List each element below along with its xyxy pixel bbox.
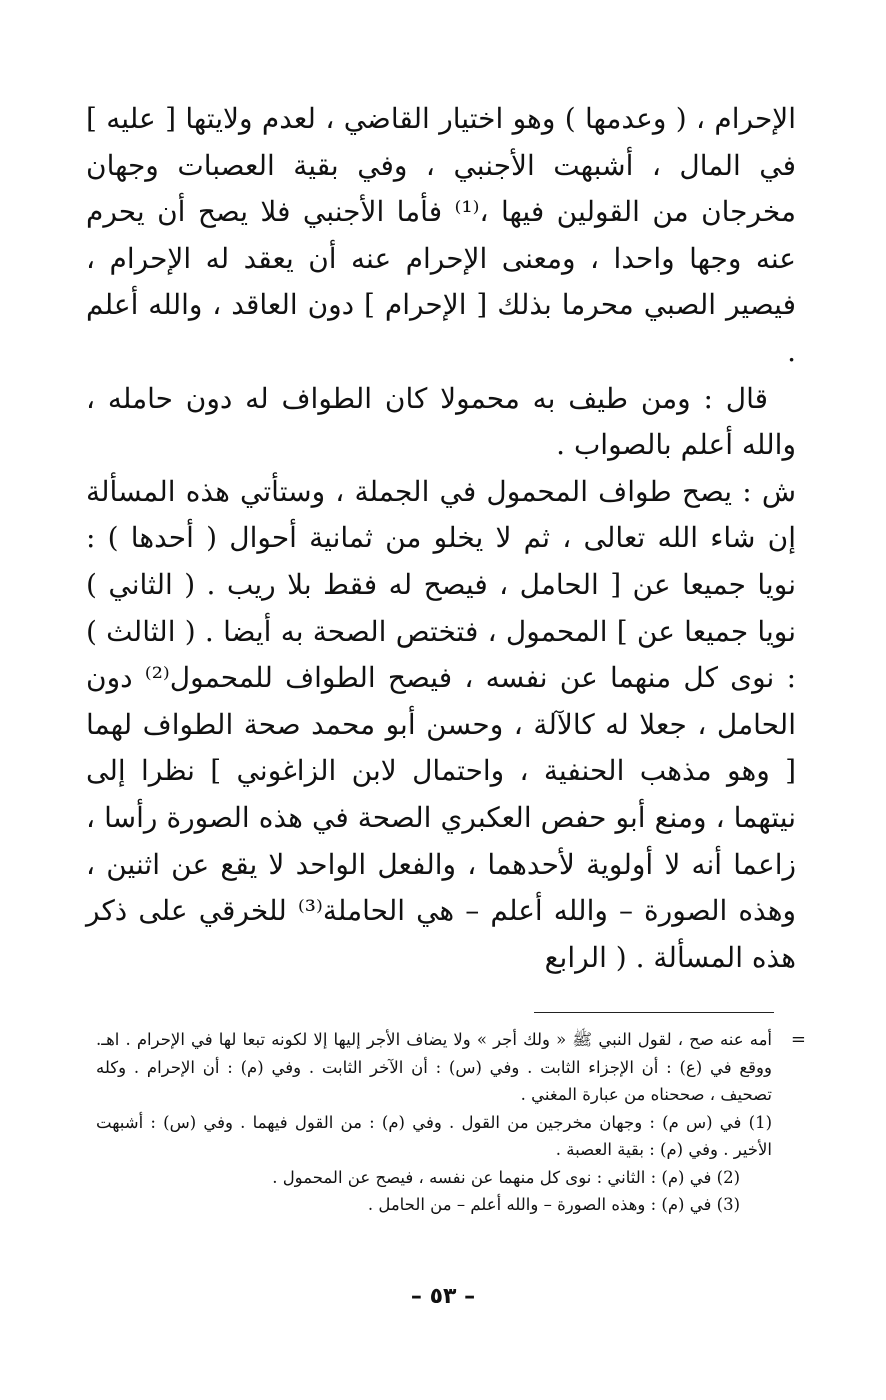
footnote-divider xyxy=(534,1012,774,1013)
page-number: – ٥٣ – xyxy=(410,1284,476,1309)
continuation-mark: = xyxy=(790,1029,806,1050)
footnote-2: (2) في (م) : الثاني : نوى كل منهما عن نفسه ، فيصح عن المحمول . xyxy=(272,1167,740,1187)
main-text-block xyxy=(86,96,796,981)
paragraph-3: ش : يصح طواف المحمول في الجملة ، وستأتي هذه المسألة إن شاء الله تعالى ، ثم لا يخلو من ثمانية أحوال ( أحدها ) : نويا جميعا عن [ الحامل ، فيصح له فقط بلا ريب . ( الثاني ) نويا جميعا عن ] المحمول ، فتختص الصحة به أيضا . ( الثالث ) : نوى كل منهما عن نفسه ، فيصح الطواف للمحمول⁽²⁾ دون الحامل ، جعلا له كالآلة ، وحسن أبو محمد صحة الطواف لهما [ وهو مذهب الحنفية ، واحتمال لابن الزاغوني ] نظرا إلى نيتهما ، ومنع أبو حفص العكبري الصحة في هذه الصورة رأسا ، زاعما أنه لا أولوية لأحدهما ، والفعل الواحد لا يقع عن اثنين ، وهذه الصورة – والله أعلم – هي الحاملة⁽³⁾ للخرقي على ذكر هذه المسألة . ( الرابع xyxy=(86,474,797,974)
footnote-1: (1) في (س م) : وجهان مخرجين من القول . وفي (م) : من القول فيهما . وفي (س) : أشبهت الأخير . وفي (م) : بقية العصبة . xyxy=(96,1112,772,1159)
footnote-continuation-text: أمه عنه صح ، لقول النبي ﷺ « ولك أجر » ولا يضاف الأجر إليها إلا لكونه تبعا لها في الإحرام . اهـ. ووقع في (ع) : أن الإجزاء الثابت . وفي (س) : أن الآخر الثابت . وفي (م) : أن الإحرام . وكله تصحيف ، صححناه من عبارة المغني . xyxy=(96,1030,772,1104)
footnotes-block xyxy=(96,1026,806,1219)
paragraph-2: قال : ومن طيف به محمولا كان الطواف له دون حامله ، والله أعلم بالصواب . xyxy=(86,381,796,462)
footnote-3: (3) في (م) : وهذه الصورة – والله أعلم – من الحامل . xyxy=(367,1195,740,1214)
footnote-continuation xyxy=(96,1026,806,1109)
paragraph-1: الإحرام ، ( وعدمها ) وهو اختيار القاضي ، لعدم ولايتها [ عليه ] في المال ، أشبهت الأجنبي ، وفي بقية العصبات وجهان مخرجان من القولين فيها ،⁽¹⁾ فأما الأجنبي فلا يصح أن يحرم عنه وجها واحدا ، ومعنى الإحرام عنه أن يعقد له الإحرام ، فيصير الصبي محرما بذلك [ الإحرام ] دون العاقد ، والله أعلم . xyxy=(86,102,797,368)
